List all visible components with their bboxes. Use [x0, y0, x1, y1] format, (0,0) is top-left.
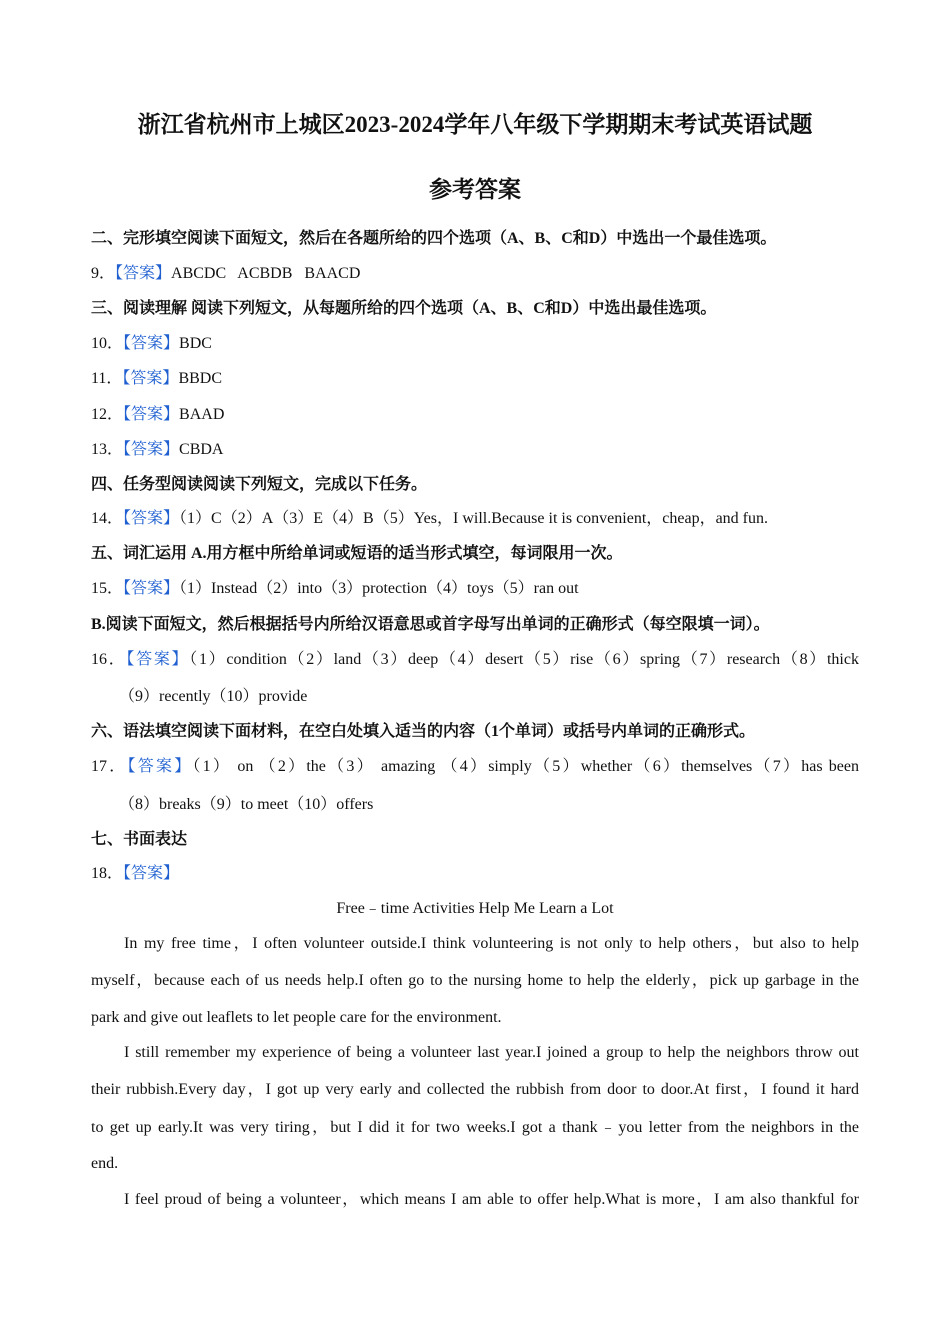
answer-q12 — [91, 405, 859, 425]
question-number: 17． — [91, 758, 128, 775]
section-heading: 五、词汇运用 A.用方框中所给单词或短语的适当形式填空，每词限用一次。 — [91, 545, 623, 562]
answer-tag: 【答案】 — [123, 580, 180, 597]
question-number: 10． — [91, 335, 124, 352]
question-number: 11． — [91, 370, 123, 387]
question-number: 18． — [91, 865, 124, 882]
essay-line: I feel proud of being a volunteer，which means I am able to offer help.What is more，I am also thankful for — [124, 1191, 859, 1208]
answer-q16-cont: （9）recently（10）provide — [119, 688, 308, 705]
answer-q10 — [91, 334, 859, 354]
essay-line: In my free time，I often volunteer outside.I think volunteering is not only to help others，but also to help — [124, 935, 859, 952]
answer-tag: 【答案】 — [123, 335, 180, 352]
question-number: 16． — [91, 651, 127, 668]
answer-tag: 【答案】 — [122, 370, 179, 387]
answer-tag: 【答案】 — [123, 406, 180, 423]
section-heading: 三、阅读理解 阅读下列短文，从每题所给的四个选项（A、B、C和D）中选出最佳选项。 — [91, 300, 717, 317]
essay-line: to get up early.It was very tiring，but I did it for two weeks.I got a thank﹣you letter from the neighbors in the — [91, 1119, 859, 1136]
answer-q15 — [91, 579, 859, 599]
answer-text: （1）condition（2）land（3）deep（4）desert（5）rise（6）spring（7）research（8）thick — [189, 651, 859, 668]
section-heading: 二、完形填空阅读下面短文，然后在各题所给的四个选项（A、B、C和D）中选出一个最佳选项。 — [91, 230, 777, 247]
section-heading: B.阅读下面短文，然后根据括号内所给汉语意思或首字母写出单词的正确形式（每空限填一词）。 — [91, 616, 770, 633]
document-subtitle: 参考答案 — [429, 177, 521, 202]
answer-text: ABCDC ACBDB BAACD — [171, 265, 361, 282]
answer-tag: 【答案】 — [123, 510, 180, 527]
essay-line: park and give out leaflets to let people care for the environment. — [91, 1009, 502, 1026]
essay-line: myself，because each of us needs help.I often go to the nursing home to help the elderly，pick up garbage in the — [91, 972, 859, 989]
answer-text: （1）C（2）A（3）E（4）B（5）Yes，I will.Because it is convenient，cheap，and fun. — [179, 510, 769, 527]
essay-title: Free﹣time Activities Help Me Learn a Lot — [336, 900, 614, 917]
question-number: 14． — [91, 510, 124, 527]
section-heading: 四、任务型阅读阅读下列短文，完成以下任务。 — [91, 476, 428, 493]
answer-q16 — [91, 650, 859, 670]
answer-text: （1） on （2）the（3） amazing （4）simply（5）whether（6）themselves（7）has been — [192, 758, 859, 775]
answer-q11 — [91, 369, 859, 389]
answer-text: BBDC — [178, 370, 223, 387]
answer-q17-cont: （8）breaks（9）to meet（10）offers — [119, 796, 374, 813]
question-number: 13． — [91, 441, 124, 458]
answer-q9 — [91, 264, 859, 284]
answer-text: CBDA — [179, 441, 224, 458]
answer-tag: 【答案】 — [123, 865, 180, 882]
question-number: 15． — [91, 580, 124, 597]
essay-line: their rubbish.Every day，I got up very early and collected the rubbish from door to door.At first，I found it hard — [91, 1081, 859, 1098]
answer-q18 — [91, 864, 859, 884]
answer-q13 — [91, 440, 859, 460]
answer-text: BDC — [179, 335, 212, 352]
answer-tag: 【答案】 — [126, 651, 190, 668]
answer-q17 — [91, 757, 859, 777]
section-heading: 六、语法填空阅读下面材料，在空白处填入适当的内容（1个单词）或括号内单词的正确形式。 — [91, 723, 756, 740]
answer-tag: 【答案】 — [115, 265, 172, 282]
answer-tag: 【答案】 — [123, 441, 180, 458]
essay-line: I still remember my experience of being a volunteer last year.I joined a group to help the neighbors throw out — [124, 1044, 859, 1061]
answer-text: BAAD — [179, 406, 225, 423]
document-title: 浙江省杭州市上城区2023-2024学年八年级下学期期末考试英语试题 — [137, 112, 813, 137]
answer-text: （1）Instead（2）into（3）protection（4）toys（5）ran out — [179, 580, 579, 597]
question-number: 9． — [91, 265, 116, 282]
essay-line: end. — [91, 1155, 119, 1172]
answer-tag: 【答案】 — [127, 758, 193, 775]
section-heading: 七、书面表达 — [91, 831, 188, 848]
answer-q14 — [91, 509, 859, 529]
question-number: 12． — [91, 406, 124, 423]
